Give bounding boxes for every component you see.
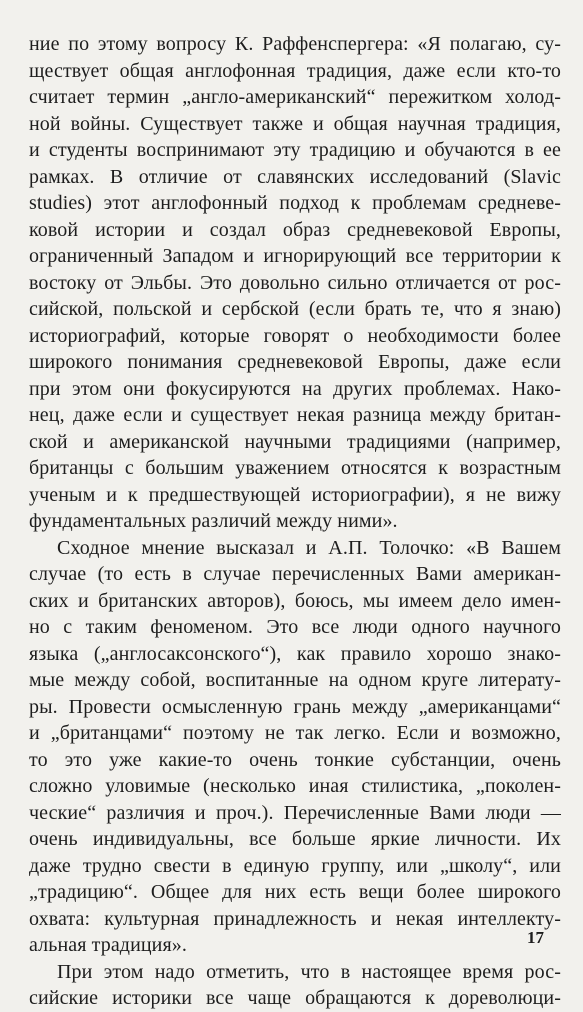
text-line: но с таким феноменом. Это все люди одного научного [29, 616, 561, 638]
text-line: ской и американской научными традициями (например, [29, 430, 561, 453]
text-line: ских и британских авторов), боюсь, мы имеем дело имен- [29, 589, 561, 612]
text-line: „традицию“. Общее для них есть вещи более широкого [29, 881, 561, 903]
text-line: сийской, польской и сербской (если брать те, что я знаю) [29, 298, 561, 320]
text-line: мые между собой, воспитанные на одном круге литерату- [29, 669, 561, 691]
text-line: studies) этот англофонный подход к проблемам средневе- [29, 192, 561, 214]
text-line: то это уже какие-то очень тонкие субстанции, очень [29, 748, 561, 771]
page-number: 17 [527, 928, 544, 947]
text-line: ограниченный Западом и игнорирующий все территории к [29, 245, 561, 267]
text-line: рамках. В отличие от славянских исследований (Slavic [29, 165, 561, 188]
text-line: востоку от Эльбы. Это довольно сильно отличается от рос- [29, 271, 561, 294]
text-line: историографий, которые говорят о необходимости более [29, 324, 561, 347]
text-line: охвата: культурная принадлежность и некая интеллекту- [29, 907, 561, 930]
text-line: и студенты воспринимают эту традицию и обучаются в ее [29, 139, 561, 161]
text-line: считает термин „англо-американский“ пережитком холод- [29, 86, 561, 108]
text-line: сложно уловимые (несколько иная стилистика, „поколен- [29, 775, 561, 797]
text-line: ческие“ различия и проч.). Перечисленные Вами люди — [29, 801, 561, 824]
text-line: сийские историки все чаще обращаются к дореволюци- [29, 987, 561, 1009]
text-line-paragraph-start: При этом надо отметить, что в настоящее время рос- [57, 960, 561, 983]
text-line: британцы с большим уважением относятся к возрастным [29, 457, 561, 479]
text-line: при этом они фокусируются на других проблемах. Нако- [29, 377, 561, 400]
text-line-paragraph-end: альная традиция». [29, 934, 187, 956]
text-line: очень индивидуальны, все больше яркие личности. Их [29, 828, 561, 850]
text-line: ществует общая англофонная традиция, даже если кто-то [29, 59, 561, 82]
text-line: широкого понимания средневековой Европы, даже если [29, 351, 561, 373]
text-line-paragraph-start: Сходное мнение высказал и А.П. Толочко: «В Вашем [57, 536, 561, 559]
text-line: ной войны. Существует также и общая научная традиция, [29, 112, 561, 135]
text-line: языка („англосаксонского“), как правило хорошо знако- [29, 642, 561, 665]
body-text [29, 31, 561, 1012]
text-line: нец, даже если и существует некая разница между британ- [29, 404, 561, 426]
text-line: ние по этому вопросу К. Раффенспергера: «Я полагаю, су- [29, 33, 561, 55]
text-line: ковой истории и создал образ средневековой Европы, [29, 218, 561, 241]
text-line-paragraph-end: фундаментальных различий между ними». [29, 510, 398, 532]
text-line: ученым и к предшествующей историографии), я не вижу [29, 483, 561, 506]
text-line: ры. Провести осмысленную грань между „американцами“ [29, 695, 561, 718]
text-line: даже трудно свести в единую группу, или „школу“, или [29, 854, 561, 877]
text-line: и „британцами“ поэтому не так легко. Если и возможно, [29, 722, 561, 744]
text-line: случае (то есть в случае перечисленных Вами американ- [29, 563, 561, 585]
